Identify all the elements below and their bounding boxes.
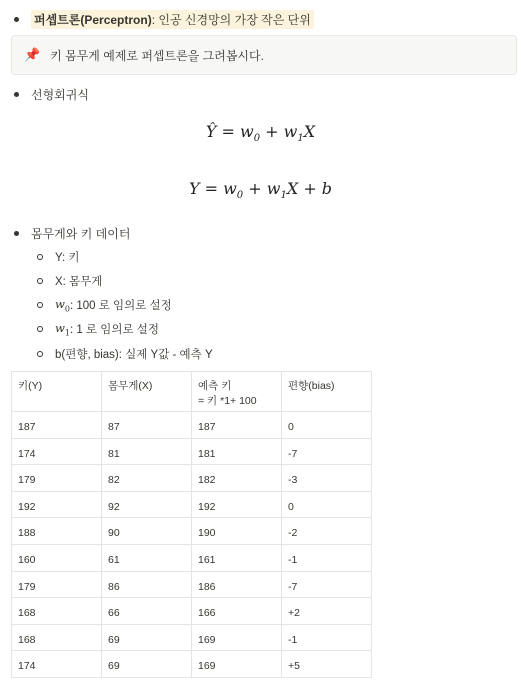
- table-cell: 192: [192, 491, 282, 518]
- callout-text: 키 몸무게 예제로 퍼셉트론을 그려봅시다.: [50, 48, 264, 63]
- table-cell: -7: [282, 438, 372, 465]
- table-cell: -1: [282, 544, 372, 571]
- bullet-ring: [37, 351, 43, 357]
- header-predicted-formula: = 키 *1+ 100: [198, 395, 257, 407]
- table-cell: -2: [282, 518, 372, 545]
- table-cell: 0: [282, 491, 372, 518]
- table-cell: 187: [12, 412, 102, 439]
- sub-item-text: X: 몸무게: [55, 276, 103, 288]
- table-cell: +5: [282, 651, 372, 678]
- table-row: [12, 571, 372, 598]
- bullet-dot: [14, 17, 19, 22]
- table-cell: 192: [12, 491, 102, 518]
- table-cell: -7: [282, 571, 372, 598]
- table-cell: 69: [102, 624, 192, 651]
- table-row: [12, 651, 372, 678]
- table-cell: 181: [192, 438, 282, 465]
- table-cell: 169: [192, 624, 282, 651]
- table-cell: 188: [12, 518, 102, 545]
- table-cell: 87: [102, 412, 192, 439]
- table-cell: 174: [12, 438, 102, 465]
- sub-item-text: : 1 로 임의로 설정: [69, 324, 159, 337]
- table-row: [12, 438, 372, 465]
- data-section-bullet: [14, 225, 130, 242]
- perceptron-term: 퍼셉트론(Perceptron): [34, 13, 152, 27]
- table-cell: 160: [12, 544, 102, 571]
- linear-regression-bullet: [14, 86, 89, 103]
- table-cell: 81: [102, 438, 192, 465]
- table-header-row: [12, 372, 372, 412]
- table-row: [12, 544, 372, 571]
- table-cell: 187: [192, 412, 282, 439]
- data-section-label: 몸무게와 키 데이터: [31, 227, 131, 241]
- table-cell: 166: [192, 598, 282, 625]
- sub-item-w0: [37, 297, 172, 313]
- sub-item-text: b(편향, bias): 실제 Y값 - 예측 Y: [55, 349, 213, 361]
- formula-predicted: Ŷ = $w_0 + w_1X$: [205, 122, 316, 145]
- table-cell: 186: [192, 571, 282, 598]
- table-cell: 179: [12, 465, 102, 492]
- table-cell: 179: [12, 571, 102, 598]
- table-row: [12, 518, 372, 545]
- pushpin-icon: 📌: [24, 47, 41, 62]
- header-predicted-label: 예측 키: [198, 380, 232, 392]
- formula-actual: $Y = w_0 + w_1X + b$: [188, 179, 333, 202]
- table-cell: +2: [282, 598, 372, 625]
- table-cell: 92: [102, 491, 192, 518]
- table-cell: 168: [12, 624, 102, 651]
- sub-item-bias: [37, 346, 213, 362]
- linear-regression-label: 선형회귀식: [31, 88, 89, 102]
- table-row: [12, 491, 372, 518]
- table-cell: 174: [12, 651, 102, 678]
- table-cell: 61: [102, 544, 192, 571]
- table-cell: 168: [12, 598, 102, 625]
- table-cell: 69: [102, 651, 192, 678]
- table-body: [12, 412, 372, 678]
- table-cell: -1: [282, 624, 372, 651]
- w0-symbol: $w_0$: [55, 297, 70, 314]
- table-row: [12, 465, 372, 492]
- sub-item-y: [37, 249, 80, 265]
- intro-highlight: [31, 10, 314, 29]
- bullet-dot: [14, 92, 19, 97]
- callout-box: [11, 35, 517, 75]
- table-row: [12, 624, 372, 651]
- table-cell: 169: [192, 651, 282, 678]
- table-row: [12, 412, 372, 439]
- sub-item-text: Y: 키: [55, 252, 80, 264]
- height-weight-table: [11, 371, 372, 678]
- table-cell: 0: [282, 412, 372, 439]
- bullet-dot: [14, 231, 19, 236]
- bullet-ring: [37, 302, 43, 308]
- table-row: [12, 598, 372, 625]
- table-cell: 190: [192, 518, 282, 545]
- header-predicted: [192, 372, 282, 412]
- perceptron-description: : 인공 신경망의 가장 작은 단위: [151, 13, 311, 27]
- intro-bullet: [14, 10, 314, 29]
- sub-item-text: : 100 로 임의로 설정: [69, 300, 172, 313]
- sub-item-x: [37, 273, 102, 289]
- bullet-ring: [37, 278, 43, 284]
- table-cell: 182: [192, 465, 282, 492]
- table-cell: 66: [102, 598, 192, 625]
- header-bias: 편향(bias): [282, 372, 372, 412]
- table-cell: 82: [102, 465, 192, 492]
- w1-symbol: $w_1$: [55, 321, 70, 338]
- sub-item-w1: [37, 321, 159, 337]
- table-cell: -3: [282, 465, 372, 492]
- table-cell: 161: [192, 544, 282, 571]
- table-cell: 90: [102, 518, 192, 545]
- bullet-ring: [37, 326, 43, 332]
- table-cell: 86: [102, 571, 192, 598]
- header-height: 키(Y): [12, 372, 102, 412]
- bullet-ring: [37, 254, 43, 260]
- header-weight: 몸무게(X): [102, 372, 192, 412]
